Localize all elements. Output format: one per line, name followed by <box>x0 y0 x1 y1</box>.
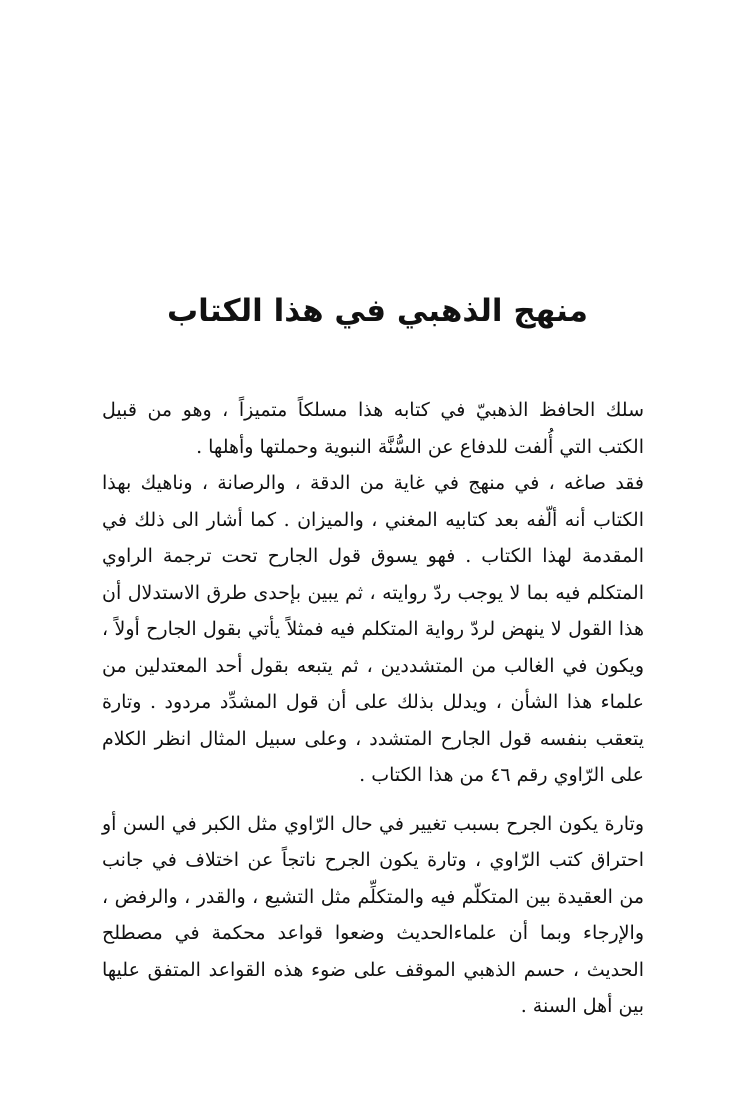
paragraph-3: وتارة يكون الجرح بسبب تغيير في حال الرّاوي مثل الكبر في السن أو احتراق كتب الرّاوي ، وتارة يكون الجرح ناتجاً عن اختلاف في جانب من العقيدة بين المتكلّم فيه والمتكلِّم مثل التشيع ، والقدر ، والرفض ، والإرجاء وبما أن علماءالحديث وضعوا قواعد محكمة في مصطلح الحديث ، حسم الذهبي الموقف على ضوء هذه القواعد المتفق عليها بين أهل السنة . <box>102 812 644 1017</box>
body-text <box>102 392 644 1025</box>
paragraph-1: سلك الحافظ الذهبيّ في كتابه هذا مسلكاً متميزاً ، وهو من قبيل الكتب التي أُلفت للدفاع عن السُّنَّة النبوية وحملتها وأهلها . <box>102 399 644 458</box>
page-title: منهج الذهبي في هذا الكتاب <box>167 293 588 329</box>
paragraph-2: فقد صاغه ، في منهج في غاية من الدقة ، والرصانة ، وناهيك بهذا الكتاب أنه ألّفه بعد كتابيه المغني ، والميزان . كما أشار الى ذلك في المقدمة لهذا الكتاب . فهو يسوق قول الجارح تحت ترجمة الراوي المتكلم فيه بما لا يوجب ردّ روايته ، ثم يبين بإحدى طرق الاستدلال أن هذا القول لا ينهض لردّ رواية المتكلم فيه فمثلاً يأتي بقول الجارح أولاً ، ويكون في الغالب من المتشددين ، ثم يتبعه بقول أحد المعتدلين من علماء هذا الشأن ، ويدلل بذلك على أن قول المشدِّد مردود . وتارة يتعقب بنفسه قول الجارح المتشدد ، وعلى سبيل المثال انظر الكلام على الرّاوي رقم ٤٦ من هذا الكتاب . <box>102 472 644 786</box>
paragraph-spacer <box>102 794 644 806</box>
